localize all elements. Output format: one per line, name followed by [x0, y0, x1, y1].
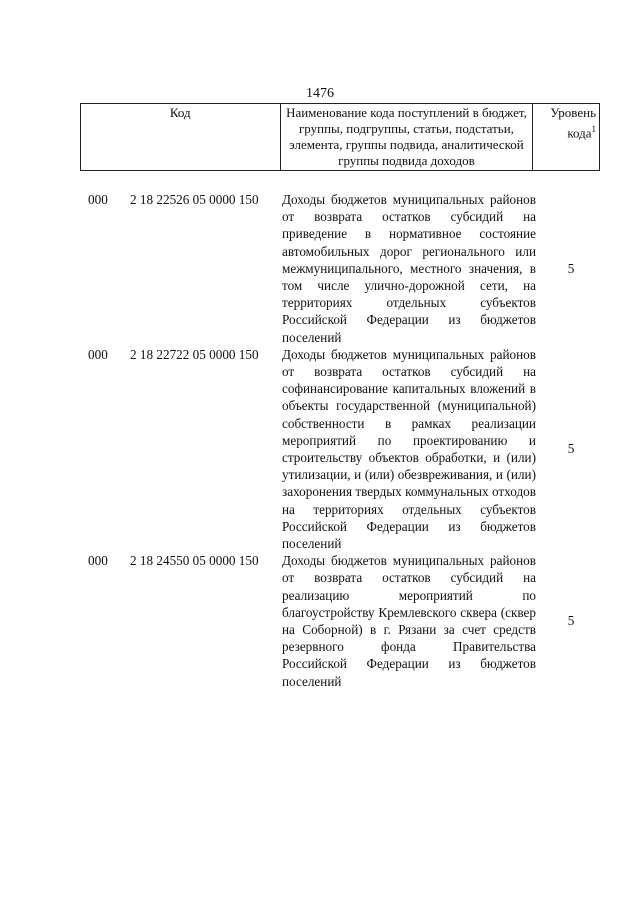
revenue-code: 2 18 22722 05 0000 150 [130, 346, 259, 362]
header-code: Код [81, 104, 281, 171]
code-level-value: 5 [567, 613, 575, 629]
code-level-value: 5 [567, 260, 575, 276]
table-row [0, 346, 640, 552]
revenue-code: 2 18 22526 05 0000 150 [130, 192, 259, 207]
table-header [80, 103, 600, 171]
revenue-code: 2 18 24550 05 0000 150 [130, 553, 259, 569]
code-level [536, 346, 596, 552]
revenue-rows [0, 191, 640, 690]
admin-code: 000 [88, 553, 108, 569]
revenue-name: Доходы бюджетов муниципальных районов от возврата остатков субсидий на реализацию мероприятий по благоустройству Кремлевского сквера (сквер на Соборной) в г. Рязани за счет средств резервного фонда Правительства Российской Федерации из бюджетов поселений [282, 553, 536, 689]
header-name: Наименование кода поступлений в бюджет, группы, подгруппы, статьи, подстатьи, элемента, группы подвида, аналитической группы подвида доходов [280, 104, 533, 171]
page-number: 1476 [306, 86, 334, 101]
table-row [0, 191, 640, 346]
table-row [0, 552, 640, 690]
admin-code: 000 [88, 346, 108, 362]
revenue-name: Доходы бюджетов муниципальных районов от возврата остатков субсидий на софинансирование капитальных вложений в объекты государственной (муниципальной) собственности в рамках реализации мероприятий по проектированию и строительству объектов обработки, и (или) утилизации, и (или) обезвреживания, и (или) захоронения твердых коммунальных отходов на территориях отдельных субъектов Российской Федерации из бюджетов поселений [282, 346, 536, 552]
code-level [536, 552, 596, 690]
header-level [533, 104, 600, 171]
admin-code: 000 [88, 192, 108, 207]
header-level-label: Уровень кода [550, 105, 596, 141]
revenue-name: Доходы бюджетов муниципальных районов от возврата остатков субсидий на приведение в нормативное состояние автомобильных дорог регионального или межмуниципального, местного значения, в том числе улично-дорожной сети, на территориях отдельных субъектов Российской Федерации из бюджетов поселений [282, 192, 536, 345]
header-row [81, 104, 600, 171]
code-level [536, 191, 596, 346]
code-level-value: 5 [567, 441, 575, 457]
header-level-footnote: 1 [591, 124, 596, 134]
